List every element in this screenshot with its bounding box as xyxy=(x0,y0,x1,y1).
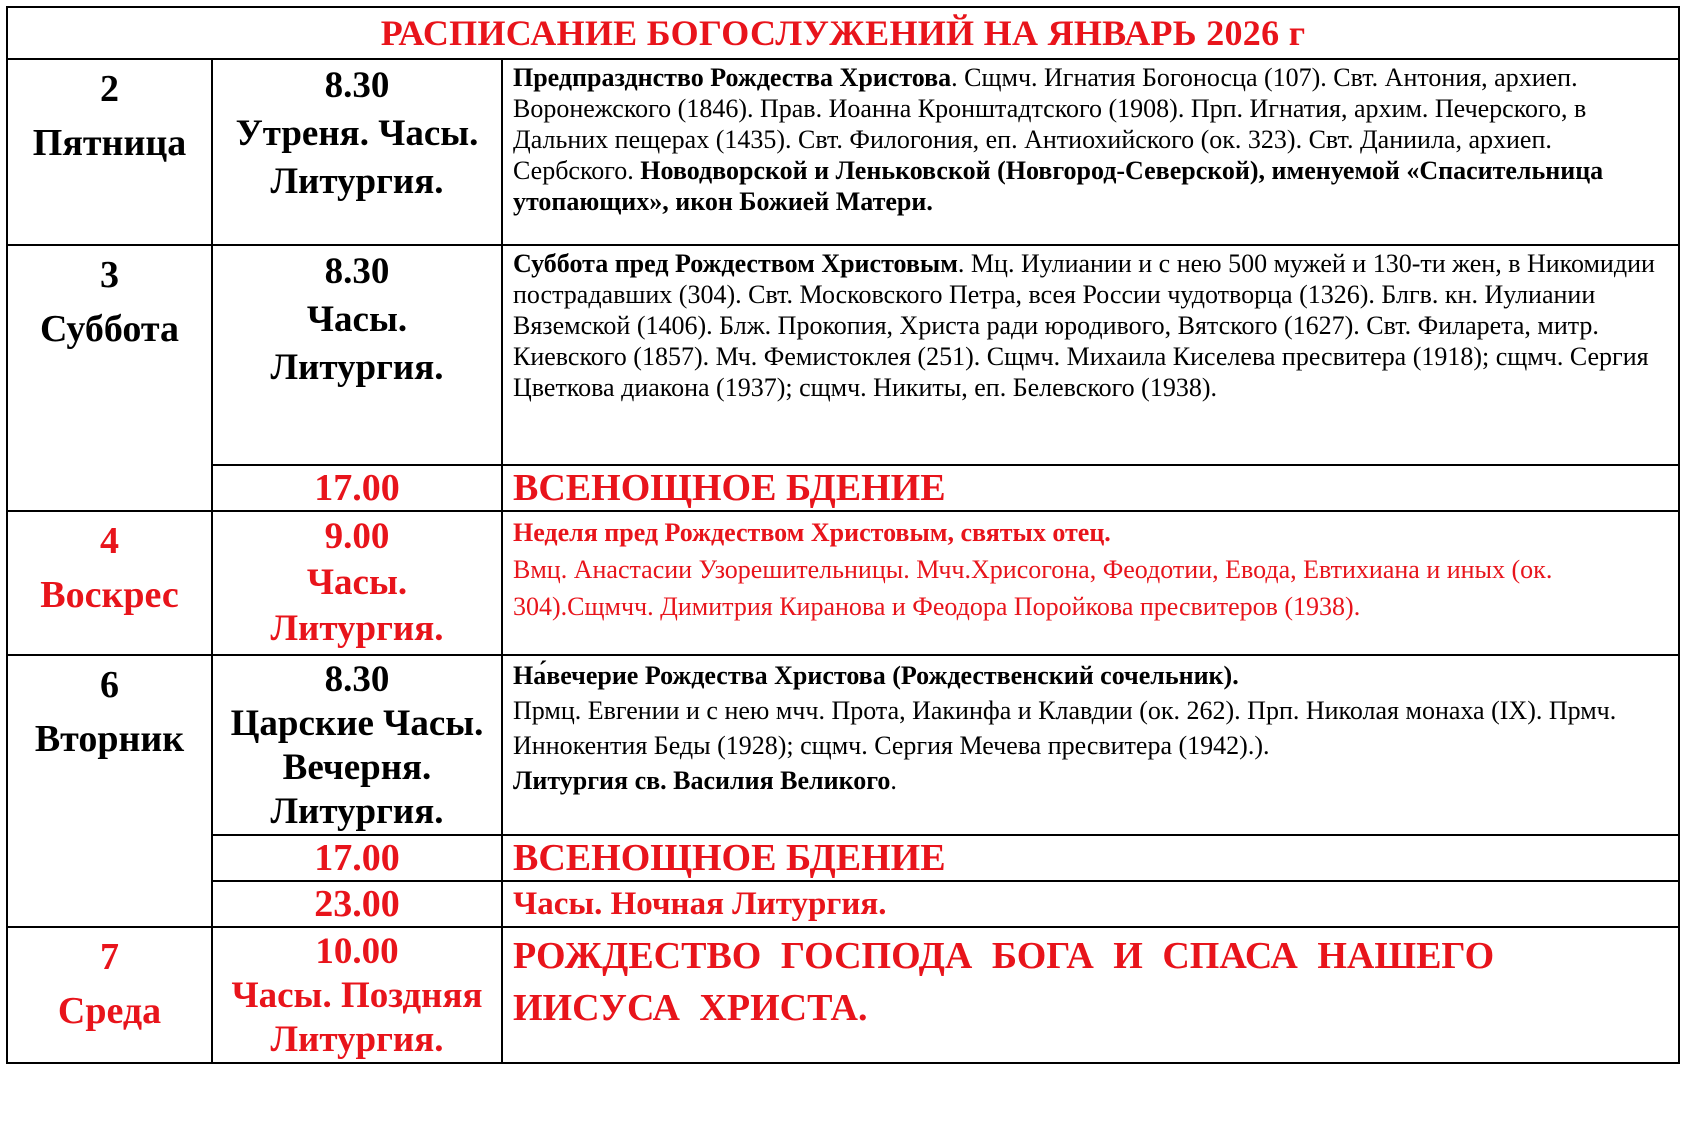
feast-line: ИИСУСА ХРИСТА. xyxy=(513,987,868,1029)
night-service: Часы. Ночная Литургия. xyxy=(502,881,1679,927)
service-time: 8.30 xyxy=(324,65,390,106)
liturgy-note: Литургия св. Василия Великого xyxy=(513,766,891,795)
time-cell xyxy=(212,59,502,245)
description-cell xyxy=(502,245,1679,465)
night-row-6 xyxy=(7,881,1679,927)
evening-service: ВСЕНОЩНОЕ БДЕНИЕ xyxy=(502,835,1679,881)
feast-title: Предпразднство Рождества Христова xyxy=(513,63,952,92)
schedule-table xyxy=(6,6,1680,1064)
day-date: 2 xyxy=(100,68,119,110)
evening-row-3 xyxy=(7,465,1679,511)
night-time: 23.00 xyxy=(212,881,502,927)
day-weekday: Воскрес xyxy=(40,574,179,616)
evening-service: ВСЕНОЩНОЕ БДЕНИЕ xyxy=(502,465,1679,511)
day-cell xyxy=(7,927,212,1063)
day-weekday: Пятница xyxy=(32,122,187,164)
day-cell xyxy=(7,59,212,245)
service-name: Царские Часы. xyxy=(230,703,484,744)
day-date: 4 xyxy=(100,520,119,562)
service-time: 10.00 xyxy=(315,931,399,972)
icon-commemoration: Новодворской и Леньковской (Новгород-Северской), именуемой «Спасительница утопающих», икон Божией Матери. xyxy=(513,156,1604,216)
service-time: 9.00 xyxy=(324,516,390,557)
service-name: Часы. xyxy=(306,562,408,603)
evening-time: 17.00 xyxy=(212,465,502,511)
day-weekday: Суббота xyxy=(39,308,180,350)
day-cell xyxy=(7,511,212,655)
service-name: Литургия. xyxy=(270,347,444,388)
day-date: 7 xyxy=(100,936,119,978)
description-cell xyxy=(502,59,1679,245)
day-row-4 xyxy=(7,511,1679,655)
feast-title: Неделя пред Рождеством Христовым, святых отец. xyxy=(513,518,1111,547)
day-date: 6 xyxy=(100,664,119,706)
liturgy-note-end: . xyxy=(890,766,897,795)
feast-title: На́вечерие Рождества Христова (Рождественский сочельник). xyxy=(513,661,1239,690)
day-row-6 xyxy=(7,655,1679,835)
day-cell xyxy=(7,655,212,927)
service-name: Литургия. xyxy=(270,608,444,649)
service-name: Литургия. xyxy=(270,791,444,832)
title-row xyxy=(7,7,1679,59)
page-title: РАСПИСАНИЕ БОГОСЛУЖЕНИЙ НА ЯНВАРЬ 2026 г xyxy=(7,7,1679,59)
service-name: Утреня. Часы. xyxy=(235,113,479,154)
service-time: 8.30 xyxy=(324,659,390,700)
service-time: 8.30 xyxy=(324,251,390,292)
day-weekday: Вторник xyxy=(34,718,185,760)
schedule-sheet xyxy=(6,6,1678,1134)
service-name: Литургия. xyxy=(270,1019,444,1060)
service-name: Часы. Поздняя xyxy=(231,975,483,1016)
feast-line: РОЖДЕСТВО ГОСПОДА БОГА И СПАСА НАШЕГО xyxy=(513,935,1495,977)
time-cell xyxy=(212,511,502,655)
day-row-7 xyxy=(7,927,1679,1063)
time-cell xyxy=(212,927,502,1063)
service-name: Вечерня. xyxy=(282,747,432,788)
saints-text: . Мц. Иулиании и с нею 500 мужей и 130-ти жен, в Никомидии пострадавших (304). Свт. Московского Петра, всея России чудотворца (1326). Блгв. кн. Иулиании Вяземской (1406). Блж. Прокопия, Христа ради юродивого, Вятского (1627). Свт. Филарета, митр. Киевского (1857). Мч. Фемистоклея (251). Сщмч. Михаила Киселева пресвитера (1918); сщмч. Сергия Цветкова диакона (1937); сщмч. Никиты, еп. Белевского (1938). xyxy=(513,249,1655,402)
description-cell xyxy=(502,511,1679,655)
service-name: Литургия. xyxy=(270,161,444,202)
description-cell xyxy=(502,655,1679,835)
saints-text: Прмц. Евгении и с нею мчч. Прота, Иакинфа и Клавдии (ок. 262). Прп. Николая монаха (IX). Прмч. Иннокентия Беды (1928); сщмч. Сергия Мечева пресвитера (1942).). xyxy=(513,696,1617,760)
evening-row-6 xyxy=(7,835,1679,881)
saints-text: . Сщмч. Игнатия Богоносца (107). Свт. Антония, архиеп. Воронежского (1846). Прав. Иоанна Кронштадтского (1908). Прп. Игнатия, архим. Печерского, в Дальних пещерах (1435). Свт. Филогония, еп. Антиохийского (ок. 323). Свт. Даниила, архиеп. Сербского. xyxy=(513,63,1587,185)
day-weekday: Среда xyxy=(57,990,162,1032)
feast-title: Суббота пред Рождеством Христовым xyxy=(513,249,958,278)
time-cell xyxy=(212,245,502,465)
feast-cell xyxy=(502,927,1679,1063)
time-cell xyxy=(212,655,502,835)
day-row-3 xyxy=(7,245,1679,465)
saints-text: Вмц. Анастасии Узорешительницы. Мчч.Хрисогона, Феодотии, Евода, Евтихиана и иных (ок. 304).Сщмчч. Димитрия Киранова и Феодора Поройкова пресвитеров (1938). xyxy=(513,555,1553,621)
evening-time: 17.00 xyxy=(212,835,502,881)
service-name: Часы. xyxy=(306,299,408,340)
day-cell xyxy=(7,245,212,511)
day-row-2 xyxy=(7,59,1679,245)
day-date: 3 xyxy=(100,254,119,296)
